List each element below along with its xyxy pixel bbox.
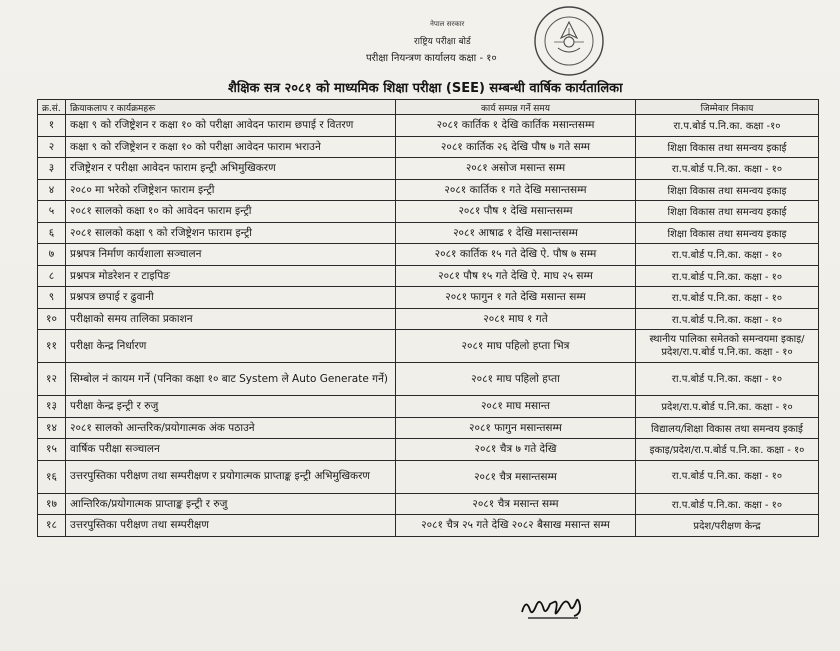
row-time: २०८१ माघ मसान्त [396, 396, 636, 418]
row-serial: ३ [38, 158, 66, 180]
row-time: २०८१ कार्तिक १५ गते देखि ऐ. पौष ७ सम्म [396, 244, 636, 266]
signature-icon [518, 588, 588, 624]
table-row [38, 417, 819, 439]
row-activity: परीक्षाको समय तालिका प्रकाशन [66, 308, 396, 330]
row-responsible: इकाइ/प्रदेश/रा.प.बोर्ड प.नि.का. कक्षा - १० [636, 439, 819, 461]
row-responsible: शिक्षा विकास तथा समन्वय इकाइ [636, 179, 819, 201]
row-serial: १७ [38, 493, 66, 515]
row-serial: १६ [38, 460, 66, 493]
row-time: २०८१ माघ १ गते [396, 308, 636, 330]
row-activity: कक्षा ९ को रजिष्ट्रेशन र कक्षा १० को परीक्षा आवेदन फाराम छपाई र वितरण [66, 115, 396, 137]
row-serial: २ [38, 136, 66, 158]
row-activity: उत्तरपुस्तिका परीक्षण तथा सम्परीक्षण [66, 515, 396, 537]
row-activity: उत्तरपुस्तिका परीक्षण तथा सम्परीक्षण र प्रयोगात्मक प्राप्ताङ्क इन्ट्री अभिमुखिकरण [66, 460, 396, 493]
row-responsible: रा.प.बोर्ड प.नि.का. कक्षा - १० [636, 460, 819, 493]
header-activity: क्रियाकलाप र कार्यक्रमहरू [66, 100, 396, 115]
row-serial: ८ [38, 265, 66, 287]
row-activity: रजिष्ट्रेशन र परीक्षा आवेदन फाराम इन्ट्री अभिमुखिकरण [66, 158, 396, 180]
row-activity: २०८१ सालको आन्तरिक/प्रयोगात्मक अंक पठाउने [66, 417, 396, 439]
row-time: २०८१ फागुन मसान्तसम्म [396, 417, 636, 439]
row-serial: ९ [38, 287, 66, 309]
row-activity: वार्षिक परीक्षा सञ्चालन [66, 439, 396, 461]
table-row [38, 201, 819, 223]
header-responsible: जिम्मेवार निकाय [636, 100, 819, 115]
row-responsible: शिक्षा विकास तथा समन्वय इकाइ [636, 222, 819, 244]
row-serial: १८ [38, 515, 66, 537]
row-time: २०८१ पौष १ देखि मसान्तसम्म [396, 201, 636, 223]
table-header-row [38, 100, 819, 115]
row-responsible: प्रदेश/रा.प.बोर्ड प.नि.का. कक्षा - १० [636, 396, 819, 418]
board-seal-icon [532, 4, 606, 78]
row-responsible: रा.प.बोर्ड प.नि.का. कक्षा - १० [636, 363, 819, 396]
row-serial: १ [38, 115, 66, 137]
row-time: २०८१ आषाढ १ देखि मसान्तसम्म [396, 222, 636, 244]
government-label: नेपाल सरकार [430, 20, 465, 28]
table-row [38, 244, 819, 266]
row-responsible: शिक्षा विकास तथा समन्वय इकाई [636, 136, 819, 158]
row-activity: प्रश्नपत्र मोडरेशन र टाइपिङ [66, 265, 396, 287]
row-responsible: शिक्षा विकास तथा समन्वय इकाई [636, 201, 819, 223]
row-activity: आन्तिरिक/प्रयोगात्मक प्राप्ताङ्क इन्ट्री र रुजु [66, 493, 396, 515]
row-activity: २०८१ सालको कक्षा ९ को रजिष्ट्रेशन फाराम इन्ट्री [66, 222, 396, 244]
row-serial: ६ [38, 222, 66, 244]
row-time: २०८१ चैत्र मसान्तसम्म [396, 460, 636, 493]
row-serial: १५ [38, 439, 66, 461]
row-activity: परीक्षा केन्द्र इन्ट्री र रुजु [66, 396, 396, 418]
row-responsible: रा.प.बोर्ड प.नि.का. कक्षा - १० [636, 265, 819, 287]
row-responsible: विद्यालय/शिक्षा विकास तथा समन्वय इकाई [636, 417, 819, 439]
row-serial: ४ [38, 179, 66, 201]
table-row [38, 222, 819, 244]
row-serial: १३ [38, 396, 66, 418]
schedule-table [37, 99, 819, 537]
row-serial: १२ [38, 363, 66, 396]
row-serial: ११ [38, 330, 66, 363]
row-time: २०८१ कार्तिक २६ देखि पौष ७ गते सम्म [396, 136, 636, 158]
row-serial: ७ [38, 244, 66, 266]
table-row [38, 287, 819, 309]
table-row [38, 115, 819, 137]
table-row [38, 308, 819, 330]
table-row [38, 493, 819, 515]
row-serial: ५ [38, 201, 66, 223]
row-time: २०८१ असोज मसान्त सम्म [396, 158, 636, 180]
row-time: २०८१ कार्तिक १ गते देखि मसान्तसम्म [396, 179, 636, 201]
table-row [38, 179, 819, 201]
row-activity: सिम्बोल नं कायम गर्ने (पनिका कक्षा १० बाट System ले Auto Generate गर्ने) [66, 363, 396, 396]
row-time: २०८१ कार्तिक १ देखि कार्तिक मसान्तसम्म [396, 115, 636, 137]
table-row [38, 396, 819, 418]
row-activity: कक्षा ९ को रजिष्ट्रेशन र कक्षा १० को परीक्षा आवेदन फाराम भराउने [66, 136, 396, 158]
row-responsible: स्थानीय पालिका समेतको समन्वयमा इकाइ/प्रदेश/रा.प.बोर्ड प.नि.का. कक्षा - १० [636, 330, 819, 363]
row-time: २०८१ माघ पहिलो हप्ता भित्र [396, 330, 636, 363]
row-time: २०८१ चैत्र ७ गते देखि [396, 439, 636, 461]
table-row [38, 460, 819, 493]
table-row [38, 439, 819, 461]
row-time: २०८१ माघ पहिलो हप्ता [396, 363, 636, 396]
row-responsible: रा.प.बोर्ड प.नि.का. कक्षा - १० [636, 158, 819, 180]
row-time: २०८१ पौष १५ गते देखि ऐ. माघ २५ सम्म [396, 265, 636, 287]
row-activity: २०८१ सालको कक्षा १० को आवेदन फाराम इन्ट्री [66, 201, 396, 223]
table-row [38, 265, 819, 287]
header-serial: क्र.सं. [38, 100, 66, 115]
table-row [38, 158, 819, 180]
row-activity: परीक्षा केन्द्र निर्धारण [66, 330, 396, 363]
table-row [38, 330, 819, 363]
row-responsible: प्रदेश/परीक्षण केन्द्र [636, 515, 819, 537]
table-row [38, 515, 819, 537]
office-name: परीक्षा नियन्त्रण कार्यालय कक्षा - १० [366, 53, 497, 64]
table-row [38, 363, 819, 396]
row-activity: २०८० मा भरेको रजिष्ट्रेशन फाराम इन्ट्री [66, 179, 396, 201]
row-serial: १४ [38, 417, 66, 439]
row-responsible: रा.प.बोर्ड प.नि.का. कक्षा -१० [636, 115, 819, 137]
board-name: राष्ट्रिय परीक्षा बोर्ड [414, 37, 471, 47]
row-responsible: रा.प.बोर्ड प.नि.का. कक्षा - १० [636, 244, 819, 266]
row-responsible: रा.प.बोर्ड प.नि.का. कक्षा - १० [636, 287, 819, 309]
row-activity: प्रश्नपत्र छपाई र ढुवानी [66, 287, 396, 309]
page-title: शैक्षिक सत्र २०८१ को माध्यमिक शिक्षा परीक्षा (SEE) सम्बन्धी वार्षिक कार्यतालिका [228, 81, 623, 96]
table-row [38, 136, 819, 158]
row-activity: प्रश्नपत्र निर्माण कार्यशाला सञ्चालन [66, 244, 396, 266]
row-responsible: रा.प.बोर्ड प.नि.का. कक्षा - १० [636, 493, 819, 515]
row-responsible: रा.प.बोर्ड प.नि.का. कक्षा - १० [636, 308, 819, 330]
row-time: २०८१ चैत्र २५ गते देखि २०८२ बैसाख मसान्त सम्म [396, 515, 636, 537]
row-time: २०८१ चैत्र मसान्त सम्म [396, 493, 636, 515]
row-serial: १० [38, 308, 66, 330]
row-time: २०८१ फागुन १ गते देखि मसान्त सम्म [396, 287, 636, 309]
header-time: कार्य सम्पन्न गर्ने समय [396, 100, 636, 115]
